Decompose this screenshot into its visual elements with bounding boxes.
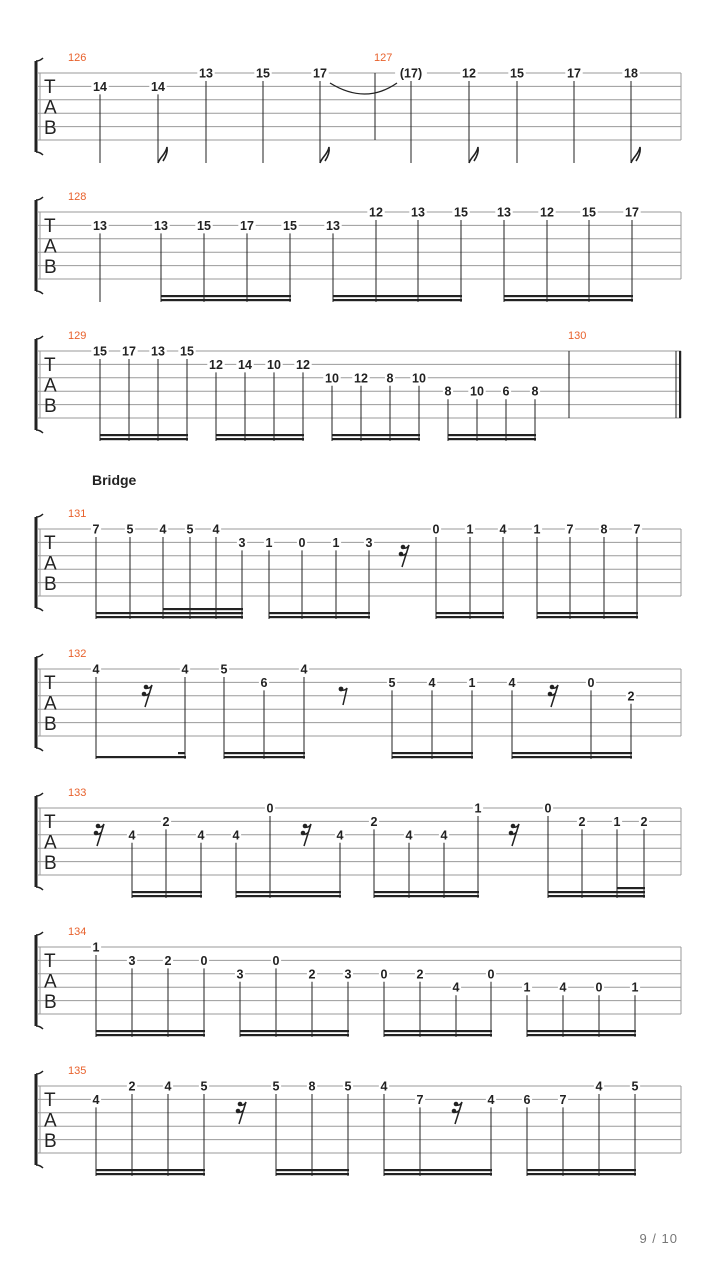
fret-number: 15 — [180, 344, 194, 359]
fret-number: 3 — [238, 535, 246, 550]
fret-number: 12 — [540, 205, 554, 220]
measure-number: 130 — [568, 330, 587, 342]
note-beam — [617, 895, 645, 897]
fret-number: 15 — [510, 66, 524, 81]
fret-number: 0 — [432, 522, 440, 537]
fret-number: 14 — [238, 357, 252, 372]
measure-number: 127 — [374, 52, 393, 64]
note-beam — [527, 1034, 636, 1036]
fret-number: 14 — [151, 79, 165, 94]
fret-number: 4 — [197, 828, 205, 843]
tab-clef-a: A — [44, 832, 57, 854]
note-beam — [132, 895, 202, 897]
tab-clef-b: B — [44, 992, 57, 1013]
tab-system — [36, 191, 681, 302]
fret-number: 5 — [126, 522, 134, 537]
note-beam — [163, 612, 243, 614]
tab-system — [36, 648, 681, 759]
section-label: Bridge — [92, 472, 137, 488]
fret-number: 4 — [212, 522, 220, 537]
fret-number: 1 — [533, 522, 541, 537]
fret-number: 7 — [559, 1092, 567, 1107]
tab-clef-a: A — [44, 236, 57, 258]
note-beam — [216, 434, 304, 436]
fret-number: 7 — [633, 522, 641, 537]
fret-number: 4 — [336, 828, 344, 843]
note-beam — [163, 608, 243, 610]
tab-clef-t: T — [44, 216, 56, 237]
fret-number: 2 — [162, 814, 170, 829]
fret-number: 12 — [296, 357, 310, 372]
note-beam — [96, 1169, 205, 1171]
fret-number: 17 — [122, 344, 136, 359]
fret-number: 2 — [578, 814, 586, 829]
eighth-flag — [631, 147, 640, 163]
tab-clef-t: T — [44, 533, 56, 554]
fret-number: 4 — [440, 828, 448, 843]
fret-number: 4 — [405, 828, 413, 843]
fret-number: 12 — [462, 66, 476, 81]
fret-number: 0 — [298, 535, 306, 550]
note-beam — [384, 1173, 492, 1175]
note-beam — [240, 1030, 349, 1032]
tab-clef-t: T — [44, 951, 56, 972]
note-beam — [527, 1030, 636, 1032]
tab-clef-t: T — [44, 812, 56, 833]
note-beam — [96, 1034, 205, 1036]
measure-number: 133 — [68, 787, 87, 799]
note-beam — [96, 1173, 205, 1175]
eighth-rest-stem — [341, 688, 347, 705]
tab-clef-b: B — [44, 257, 57, 278]
eighth-flag — [320, 147, 329, 163]
fret-number: 2 — [164, 953, 172, 968]
tab-clef-t: T — [44, 673, 56, 694]
fret-number: 4 — [487, 1092, 495, 1107]
note-beam — [240, 1034, 349, 1036]
note-beam — [504, 295, 633, 297]
fret-number: 6 — [502, 384, 510, 399]
eighth-flag — [469, 147, 478, 163]
note-beam — [224, 756, 305, 758]
beam-stub — [178, 752, 185, 754]
fret-number: 3 — [365, 535, 373, 550]
fret-number: 3 — [344, 967, 352, 982]
note-beam — [269, 612, 370, 614]
fret-number: 4 — [380, 1079, 388, 1094]
note-beam — [96, 1030, 205, 1032]
fret-number: 8 — [444, 384, 452, 399]
note-beam — [276, 1169, 349, 1171]
tab-clef-b: B — [44, 853, 57, 874]
note-beam — [374, 895, 479, 897]
tie-arc — [330, 83, 397, 94]
note-beam — [504, 299, 633, 301]
fret-number: 13 — [326, 218, 340, 233]
measure-number: 135 — [68, 1065, 87, 1077]
fret-number: 13 — [151, 344, 165, 359]
note-beam — [236, 895, 341, 897]
fret-number: 1 — [92, 940, 100, 955]
fret-number: 5 — [388, 675, 396, 690]
tab-clef-a: A — [44, 97, 57, 119]
fret-number: 10 — [267, 357, 281, 372]
note-beam — [384, 1030, 492, 1032]
fret-number: 8 — [308, 1079, 316, 1094]
fret-number: 4 — [92, 1092, 100, 1107]
tab-clef-a: A — [44, 971, 57, 993]
measure-number: 131 — [68, 508, 87, 520]
eighth-flag — [158, 147, 167, 163]
fret-number: 2 — [416, 967, 424, 982]
note-beam — [392, 756, 473, 758]
note-beam — [448, 434, 536, 436]
tab-system — [36, 52, 681, 163]
tab-clef-b: B — [44, 118, 57, 139]
fret-number: 2 — [308, 967, 316, 982]
note-beam — [374, 891, 479, 893]
fret-number: 17 — [240, 218, 254, 233]
fret-number: 12 — [354, 371, 368, 386]
fret-number: 4 — [508, 675, 516, 690]
fret-number: 4 — [164, 1079, 172, 1094]
fret-number: 0 — [587, 675, 595, 690]
note-beam — [392, 752, 473, 754]
measure-number: 132 — [68, 648, 87, 660]
note-beam — [436, 612, 504, 614]
fret-number: 3 — [128, 953, 136, 968]
fret-number: 5 — [631, 1079, 639, 1094]
fret-number: 5 — [344, 1079, 352, 1094]
fret-number: 4 — [128, 828, 136, 843]
fret-number: 0 — [200, 953, 208, 968]
fret-number: 13 — [497, 205, 511, 220]
fret-number: 17 — [625, 205, 639, 220]
fret-number: 6 — [523, 1092, 531, 1107]
tab-system — [36, 330, 681, 441]
note-beam — [96, 756, 186, 758]
fret-number: 13 — [154, 218, 168, 233]
tab-clef-a: A — [44, 375, 57, 397]
note-beam — [537, 616, 638, 618]
fret-number: 15 — [93, 344, 107, 359]
note-beam — [537, 612, 638, 614]
note-beam — [384, 1034, 492, 1036]
tab-system — [36, 787, 681, 898]
fret-number: 4 — [452, 980, 460, 995]
note-beam — [512, 756, 632, 758]
fret-number: 13 — [93, 218, 107, 233]
note-beam — [161, 299, 291, 301]
page-number: 9 / 10 — [639, 1231, 678, 1246]
fret-number: 8 — [600, 522, 608, 537]
measure-number: 134 — [68, 926, 87, 938]
fret-number: 1 — [265, 535, 273, 550]
fret-number: 8 — [386, 371, 394, 386]
fret-number: 1 — [466, 522, 474, 537]
note-beam — [269, 616, 370, 618]
note-beam — [512, 752, 632, 754]
fret-number: 15 — [582, 205, 596, 220]
fret-number: (17) — [399, 66, 423, 81]
note-beam — [216, 438, 304, 440]
tab-system — [36, 472, 681, 619]
tab-clef-a: A — [44, 693, 57, 715]
fret-number: 4 — [428, 675, 436, 690]
fret-number: 5 — [186, 522, 194, 537]
note-beam — [100, 434, 188, 436]
tab-clef-b: B — [44, 1131, 57, 1152]
fret-number: 17 — [313, 66, 327, 81]
fret-number: 15 — [454, 205, 468, 220]
measure-number: 129 — [68, 330, 87, 342]
fret-number: 10 — [470, 384, 484, 399]
note-beam — [527, 1173, 636, 1175]
fret-number: 1 — [468, 675, 476, 690]
fret-number: 0 — [544, 801, 552, 816]
fret-number: 4 — [499, 522, 507, 537]
note-beam — [132, 891, 202, 893]
tab-system — [36, 1065, 681, 1176]
fret-number: 15 — [283, 218, 297, 233]
fret-number: 12 — [369, 205, 383, 220]
fret-number: 1 — [523, 980, 531, 995]
fret-number: 5 — [220, 662, 228, 677]
note-beam — [617, 891, 645, 893]
fret-number: 17 — [567, 66, 581, 81]
fret-number: 1 — [474, 801, 482, 816]
measure-number: 128 — [68, 191, 87, 203]
tab-system — [36, 926, 681, 1037]
tab-clef-a: A — [44, 553, 57, 575]
fret-number: 4 — [559, 980, 567, 995]
fret-number: 7 — [566, 522, 574, 537]
fret-number: 13 — [199, 66, 213, 81]
tab-clef-b: B — [44, 396, 57, 417]
fret-number: 15 — [256, 66, 270, 81]
note-beam — [333, 295, 462, 297]
fret-number: 0 — [266, 801, 274, 816]
tab-clef-t: T — [44, 355, 56, 376]
fret-number: 2 — [627, 689, 635, 704]
fret-number: 7 — [416, 1092, 424, 1107]
fret-number: 1 — [631, 980, 639, 995]
fret-number: 1 — [613, 814, 621, 829]
tab-clef-b: B — [44, 714, 57, 735]
fret-number: 2 — [370, 814, 378, 829]
fret-number: 4 — [159, 522, 167, 537]
fret-number: 4 — [300, 662, 308, 677]
note-beam — [100, 438, 188, 440]
fret-number: 13 — [411, 205, 425, 220]
fret-number: 6 — [260, 675, 268, 690]
note-beam — [617, 887, 645, 889]
note-beam — [224, 752, 305, 754]
tab-clef-t: T — [44, 77, 56, 98]
note-beam — [236, 891, 341, 893]
note-beam — [161, 295, 291, 297]
fret-number: 4 — [92, 662, 100, 677]
fret-number: 0 — [380, 967, 388, 982]
fret-number: 3 — [236, 967, 244, 982]
fret-number: 10 — [412, 371, 426, 386]
fret-number: 4 — [232, 828, 240, 843]
fret-number: 5 — [200, 1079, 208, 1094]
fret-number: 12 — [209, 357, 223, 372]
fret-number: 0 — [272, 953, 280, 968]
fret-number: 2 — [128, 1079, 136, 1094]
note-beam — [332, 438, 420, 440]
fret-number: 0 — [595, 980, 603, 995]
fret-number: 4 — [595, 1079, 603, 1094]
fret-number: 8 — [531, 384, 539, 399]
fret-number: 4 — [181, 662, 189, 677]
note-beam — [276, 1173, 349, 1175]
note-beam — [436, 616, 504, 618]
note-beam — [384, 1169, 492, 1171]
note-beam — [448, 438, 536, 440]
fret-number: 5 — [272, 1079, 280, 1094]
fret-number: 18 — [624, 66, 638, 81]
fret-number: 0 — [487, 967, 495, 982]
note-beam — [527, 1169, 636, 1171]
fret-number: 1 — [332, 535, 340, 550]
note-beam — [163, 616, 243, 618]
tab-clef-a: A — [44, 1110, 57, 1132]
fret-number: 10 — [325, 371, 339, 386]
fret-number: 2 — [640, 814, 648, 829]
note-beam — [332, 434, 420, 436]
fret-number: 15 — [197, 218, 211, 233]
tab-clef-t: T — [44, 1090, 56, 1111]
measure-number: 126 — [68, 52, 87, 64]
note-beam — [333, 299, 462, 301]
fret-number: 14 — [93, 79, 107, 94]
fret-number: 7 — [92, 522, 100, 537]
tab-clef-b: B — [44, 574, 57, 595]
